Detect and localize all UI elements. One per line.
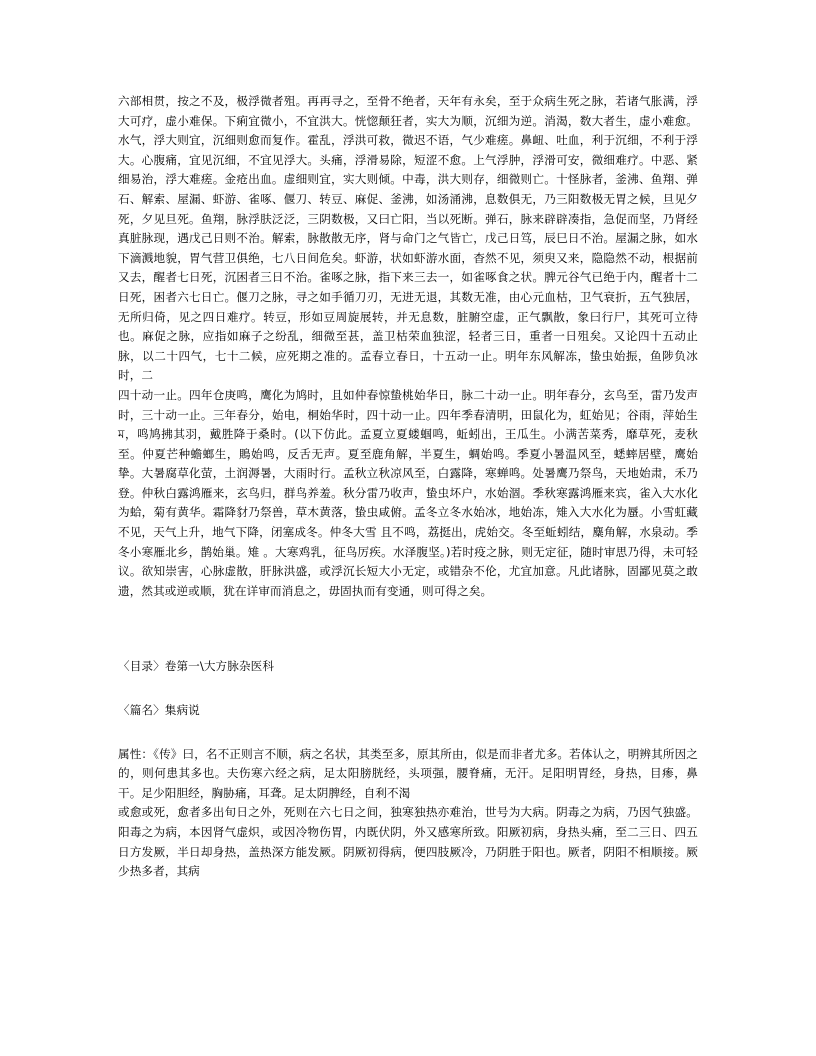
document-body xyxy=(118,92,698,882)
paragraph-seasonal-pulse: 四十动一止。四年仓庚鸣，鹰化为鸠时，且如仲春惊蛰桃始华日，脉二十动一止。明年春分，玄鸟至，雷乃发声时，三十动一止。三年春分，始电，桐始华时，四十动一止。四年季春清明，田鼠化为，虹始见；谷雨，萍始生ম，鸣鸠拂其羽，戴胜降于桑时。(以下仿此。孟夏立夏蝼蝈鸣，蚯蚓出，王瓜生。小满苦菜秀，靡草死，麦秋至。仲夏芒种蟾螂生，鵙始鸣，反舌无声。夏至鹿角解，半夏生，蜩始鸣。季夏小暑温风至，蟋蟀居壁，鹰始挚。大暑腐草化萤，土润溽暑，大雨时行。孟秋立秋凉风至，白露降，寒蝉鸣。处暑鹰乃祭鸟，天地始肃，禾乃登。仲秋白露鸿雁来，玄鸟归，群鸟养羞。秋分雷乃收声，蛰虫坏户，水始涸。季秋寒露鸿雁来宾，雀入大水化为蛤，菊有黄华。霜降豺乃祭兽，草木黄落，蛰虫咸俯。孟冬立冬水始冰，地始冻，雉入大水化为蜃。小雪虹藏不见，天气上升，地气下降，闭塞成冬。仲冬大雪 且不鸣，荔挺出，虎始交。冬至蚯蚓结，麋角解，水泉动。季冬小寒雁北乡，鹊始巢。雉 。大寒鸡乳，征鸟厉疾。水泽腹坚。)若时疫之脉，则无定征，随时审思乃得，未可轻议。欲知崇害，心脉虚散，肝脉洪盛，或浮沉长短大小无定，或错杂不伦，尤宜加意。凡此诸脉，固鄙见莫之敢遗，然其或逆或顺，犹在详审而消息之，毋固执而有变通，则可得之矣。 xyxy=(118,387,698,598)
paragraph-pulse-overview: 六部相贯，按之不及，极浮微者殂。再再寻之，至骨不绝者，天年有永矣，至于众病生死之脉，若诸气胀满，浮大可疗，虚小难保。下痢宜微小，不宜洪大。恍惚颠狂者，实大为顺，沉细为逆。消渴，数大者生，虚小难愈。水气，浮大则宜，沉细则愈而复作。霍乱，浮洪可救，微迟不语，气少难瘥。鼻衄、吐血，利于沉细，不利于浮大。心腹痛，宜见沉细，不宜见浮大。头痛，浮滑易除，短涩不愈。上气浮肿，浮滑可安，微细难疗。中恶、紧细易治，浮大难瘥。金疮出血。虚细则宜，实大则倾。中毒，洪大则存，细微则亡。十怪脉者，釜沸、鱼翔、弹石、解索、屋漏、虾游、雀啄、偃刀、转豆、麻促、釜沸，如汤涌沸，息数俱无，乃三阳数极无胃之候，旦见夕死，夕见旦死。鱼翔，脉浮肤泛泛，三阴数极，又曰亡阳，当以死断。弹石，脉来辟辟凑指，急促而坚，乃肾经真脏脉现，遇戊己日则不治。解索，脉散散无序，肾与命门之气皆亡，戊己日笃，辰巳日不治。屋漏之脉，如水下滴溅地貌，胃气营卫俱绝，七八日间危矣。虾游，状如虾游水面，杳然不见，须臾又来，隐隐然不动，根据前又去，醒者七日死，沉困者三日不治。雀啄之脉，指下来三去一，如雀啄食之状。脾元谷气已绝于内，醒者十二日死，困者六七日亡。偃刀之脉，寻之如手循刀刃，无进无退，其数无准，由心元血枯，卫气衰折，五气独居，无所归倚，见之四日难疗。转豆，形如豆周旋展转，并无息数，脏腑空虚，正气飘散，象曰行尸，其死可立待也。麻促之脉，应指如麻子之纷乱，细微至甚，盖卫枯荣血独涩，轻者三日，重者一日殂矣。又论四十五动止脉，以二十四气，七十二候，应死期之准的。孟春立春日，十五动一止。明年东风解冻，蛰虫始振，鱼陟负冰时，二 xyxy=(118,94,698,383)
paragraph-attribute-continued: 或愈或死，愈者多出旬日之外，死则在六七日之间，独寒独热亦难治，世号为大病。阴毒之为病，乃因气独盛。阳毒之为病，本因肾气虚炽，或因冷物伤胃，内既伏阴，外又感寒所致。阳厥初病，身热头痛，至二三日、四五日方发厥，半日却身热，盖热深方能发厥。阴厥初得病，便四肢厥冷，乃阴胜于阳也。厥者，阴阳不相顺接。厥少热多者，其病 xyxy=(118,805,698,879)
chapter-title: 〈篇名〉集病说 xyxy=(118,703,200,718)
heading-spacer-2 xyxy=(118,721,698,745)
section-spacer xyxy=(118,601,698,657)
heading-spacer-1 xyxy=(118,677,698,701)
paragraph-attribute-intro: 属性：《传》曰，名不正则言不顺，病之名状，其类至多，原其所由，似是而非者尤多。若体认之，明辨其所因之的，则何患其多也。夫伤寒六经之病，足太阳膀胱经，头项强，腰脊痛，无汗。足阳明胃经，身热，目瘆，鼻干。足少阳胆经，胸胁痛，耳聋。足太阴脾经，自利不渴 xyxy=(118,746,698,800)
toc-breadcrumb: 〈目录〉卷第一\大方脉杂医科 xyxy=(118,659,275,674)
